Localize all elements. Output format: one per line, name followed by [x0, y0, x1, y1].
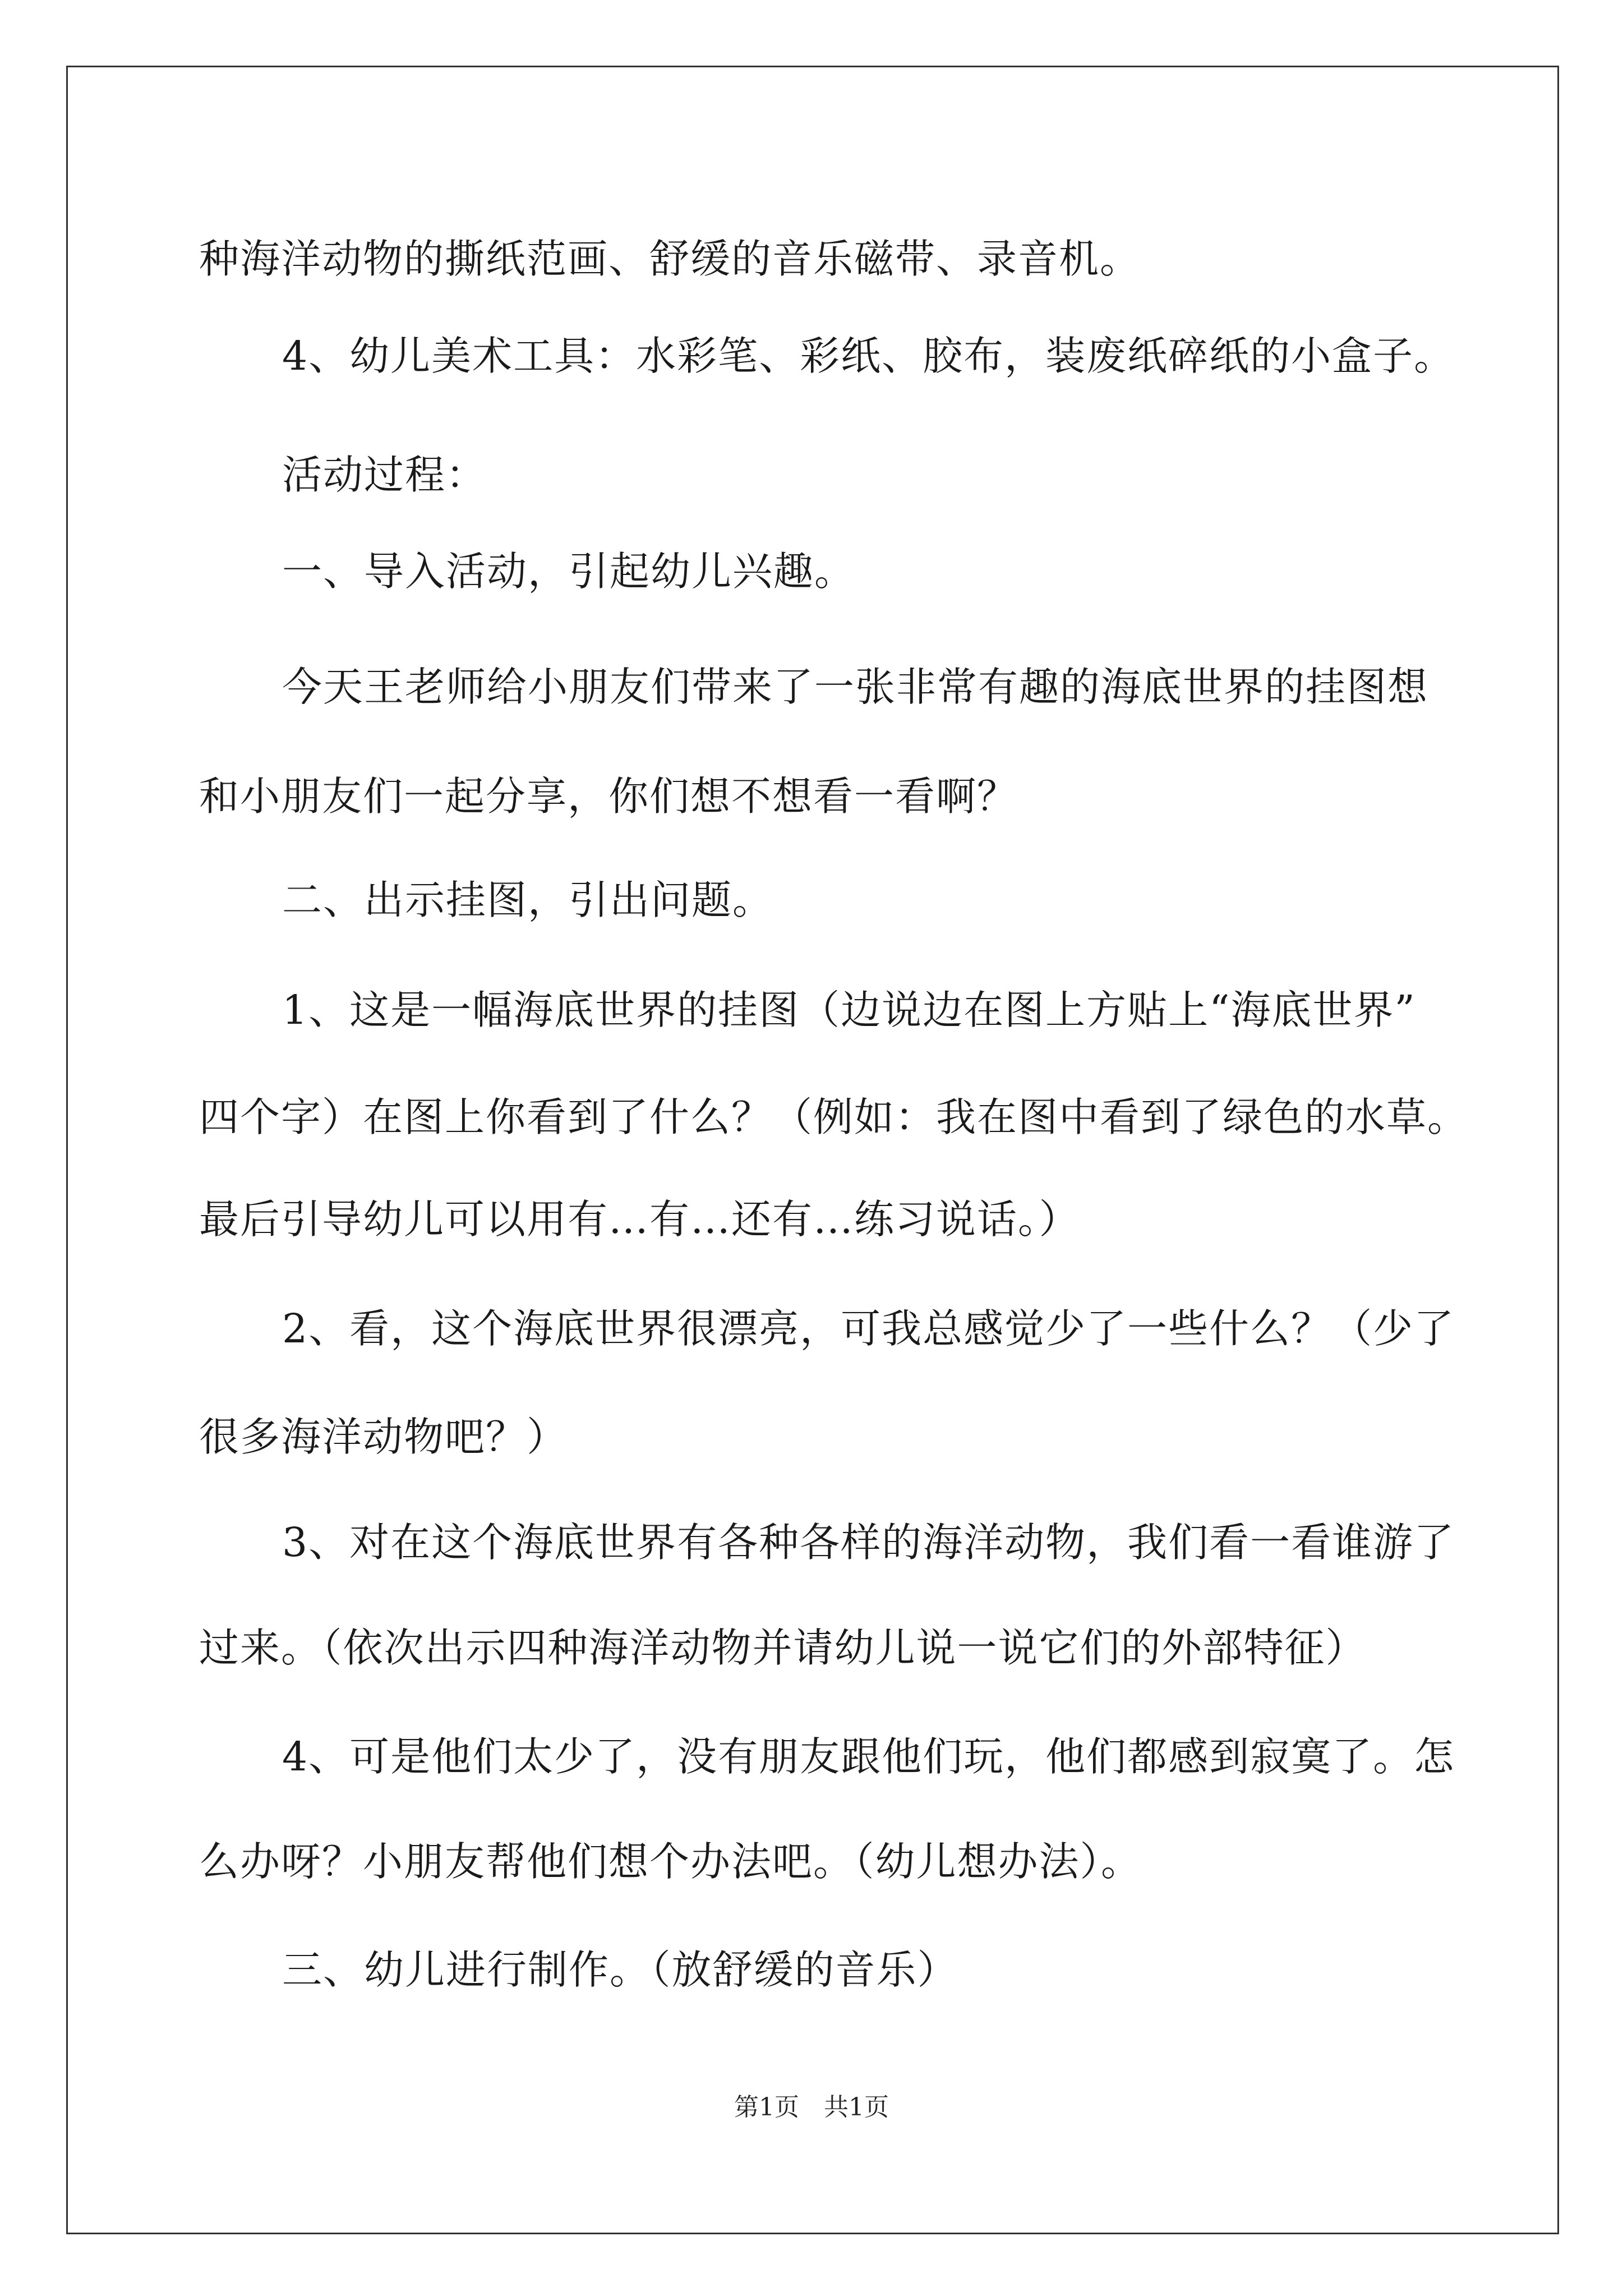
page-number-footer: 第1页 共1页 — [734, 2093, 889, 2122]
body-line-16: 么办呀？小朋友帮他们想个办法吧。（幼儿想办法）。 — [199, 1838, 1142, 1885]
body-line-10: 最后引导幼儿可以用有…有…还有…练习说话。） — [199, 1196, 1080, 1243]
body-line-11: 2、看，这个海底世界很漂亮，可我总感觉少了一些什么？（少了 — [282, 1305, 1455, 1352]
body-line-17: 三、幼儿进行制作。（放舒缓的音乐） — [282, 1947, 958, 1993]
page-border — [66, 66, 1559, 2234]
body-line-14: 过来。（依次出示四种海洋动物并请幼儿说一说它们的外部特征） — [199, 1625, 1367, 1671]
body-line-4: 一、导入活动，引起幼儿兴趣。 — [282, 548, 856, 595]
body-line-9: 四个字）在图上你看到了什么？（例如：我在图中看到了绿色的水草。 — [199, 1094, 1469, 1140]
body-line-13: 3、对在这个海底世界有各种各样的海洋动物，我们看一看谁游了 — [282, 1519, 1455, 1566]
body-line-15: 4、可是他们太少了，没有朋友跟他们玩，他们都感到寂寞了。怎 — [282, 1733, 1455, 1780]
body-line-6: 和小朋友们一起分享，你们想不想看一看啊？ — [199, 773, 1018, 820]
body-line-7: 二、出示挂图，引出问题。 — [282, 877, 774, 923]
body-line-2: 4、幼儿美术工具：水彩笔、彩纸、胶布，装废纸碎纸的小盒子。 — [282, 333, 1455, 379]
body-line-1: 种海洋动物的撕纸范画、舒缓的音乐磁带、录音机。 — [199, 236, 1141, 282]
body-line-8: 1、这是一幅海底世界的挂图（边说边在图上方贴上“海底世界” — [282, 987, 1416, 1033]
body-line-12: 很多海洋动物吧？） — [199, 1414, 568, 1460]
body-line-5: 今天王老师给小朋友们带来了一张非常有趣的海底世界的挂图想 — [282, 664, 1429, 710]
body-line-3: 活动过程： — [282, 452, 487, 498]
